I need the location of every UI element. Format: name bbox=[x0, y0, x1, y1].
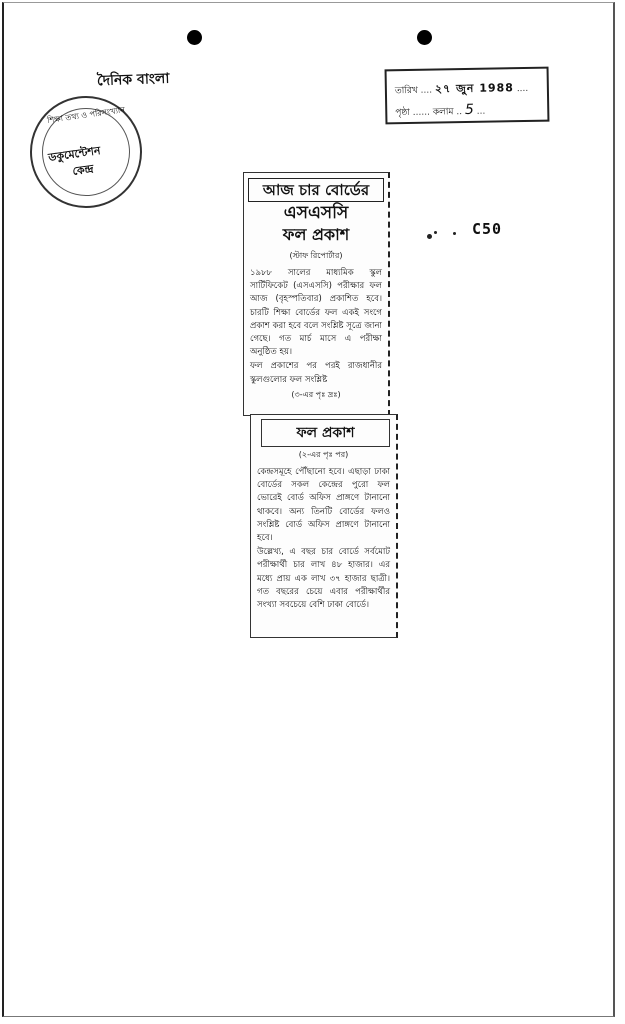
ink-speck bbox=[434, 231, 437, 234]
clipping-headline bbox=[244, 178, 388, 246]
news-clipping-continuation bbox=[250, 414, 398, 638]
article-body bbox=[250, 267, 382, 387]
article-paragraph: ফল প্রকাশের পর পরই রাজধানীর স্কুলগুলোর ফল সংশ্লিষ্ট bbox=[250, 361, 382, 385]
column-label: কলাম bbox=[432, 107, 454, 118]
ink-speck bbox=[427, 234, 432, 239]
continued-note: (৩-এর পৃঃ দ্রঃ) bbox=[291, 389, 341, 399]
date-label: তারিখ bbox=[394, 85, 418, 97]
stamp-center-line1: ডকুমেন্টেশন bbox=[47, 144, 102, 165]
stamp-center-line2: কেন্দ্র bbox=[71, 162, 95, 178]
article-paragraph: উল্লেখ্য, এ বছর চার বোর্ডে সর্বমোট পরীক্ষার্থী চার লাখ ৪৮ হাজার। এর মধ্যে প্রায় এক লাখ ৩৭ হাজার ছাত্রী। গত বছরের চেয়ে এবার পরীক্ষার্থীর সংখ্যা সবচেয়ে বেশি ঢাকা বোর্ডে। bbox=[257, 547, 390, 611]
news-clipping-main bbox=[243, 172, 390, 416]
headline-line3: ফল প্রকাশ bbox=[282, 225, 350, 244]
continuation-headline: ফল প্রকাশ bbox=[261, 419, 390, 447]
continuation-body bbox=[257, 466, 390, 612]
stamp-arc-text: শিক্ষা তথ্য ও পরিসংখ্যান bbox=[46, 105, 126, 126]
newspaper-name: দৈনিক বাংলা bbox=[96, 70, 170, 90]
ink-speck bbox=[453, 232, 456, 235]
headline-line2: এসএসসি bbox=[283, 203, 349, 223]
punch-hole-right bbox=[417, 30, 432, 45]
article-paragraph: কেন্দ্রসমূহে পৌঁছানো হবে। এছাড়া ঢাকা বোর্ডের সকল কেন্দ্রের পুরো ফল ভোরেই বোর্ড অফিস প্রাঙ্গণে টানানো থাকবে। অন্য তিনটি বোর্ডের ফলও সংশ্লিষ্ট বোর্ড অফিস প্রাঙ্গণে টানানো হবে। bbox=[257, 467, 390, 544]
page-value: 5 bbox=[464, 101, 474, 119]
page-label: পৃষ্ঠা bbox=[395, 108, 410, 119]
from-page-note: (২-এর পৃঃ পর) bbox=[298, 450, 349, 459]
date-page-stamp: তারিখ .... ২৭ জুন 1988 .... পৃষ্ঠা ...... কলাম .. 5 ... bbox=[385, 67, 550, 125]
page-code: C50 bbox=[472, 220, 503, 238]
date-value: ২৭ জুন 1988 bbox=[434, 81, 514, 96]
article-paragraph: ১৯৮৮ সালের মাধ্যমিক স্কুল সার্টিফিকেট (এসএসসি) পরীক্ষার ফল আজ (বৃহস্পতিবার) প্রকাশিত হবে। চারটি শিক্ষা বোর্ডের ফল একই সংগে প্রকাশ করা হবে বলে সংশ্লিষ্ট সূত্রে জানা গেছে। গত মার্চ মাসে এ পরীক্ষা অনুষ্ঠিত হয়। bbox=[250, 268, 382, 358]
byline: (স্টাফ রিপোর্টার) bbox=[289, 251, 343, 260]
punch-hole-left bbox=[187, 30, 202, 45]
headline-line1: আজ চার বোর্ডের bbox=[248, 178, 384, 202]
